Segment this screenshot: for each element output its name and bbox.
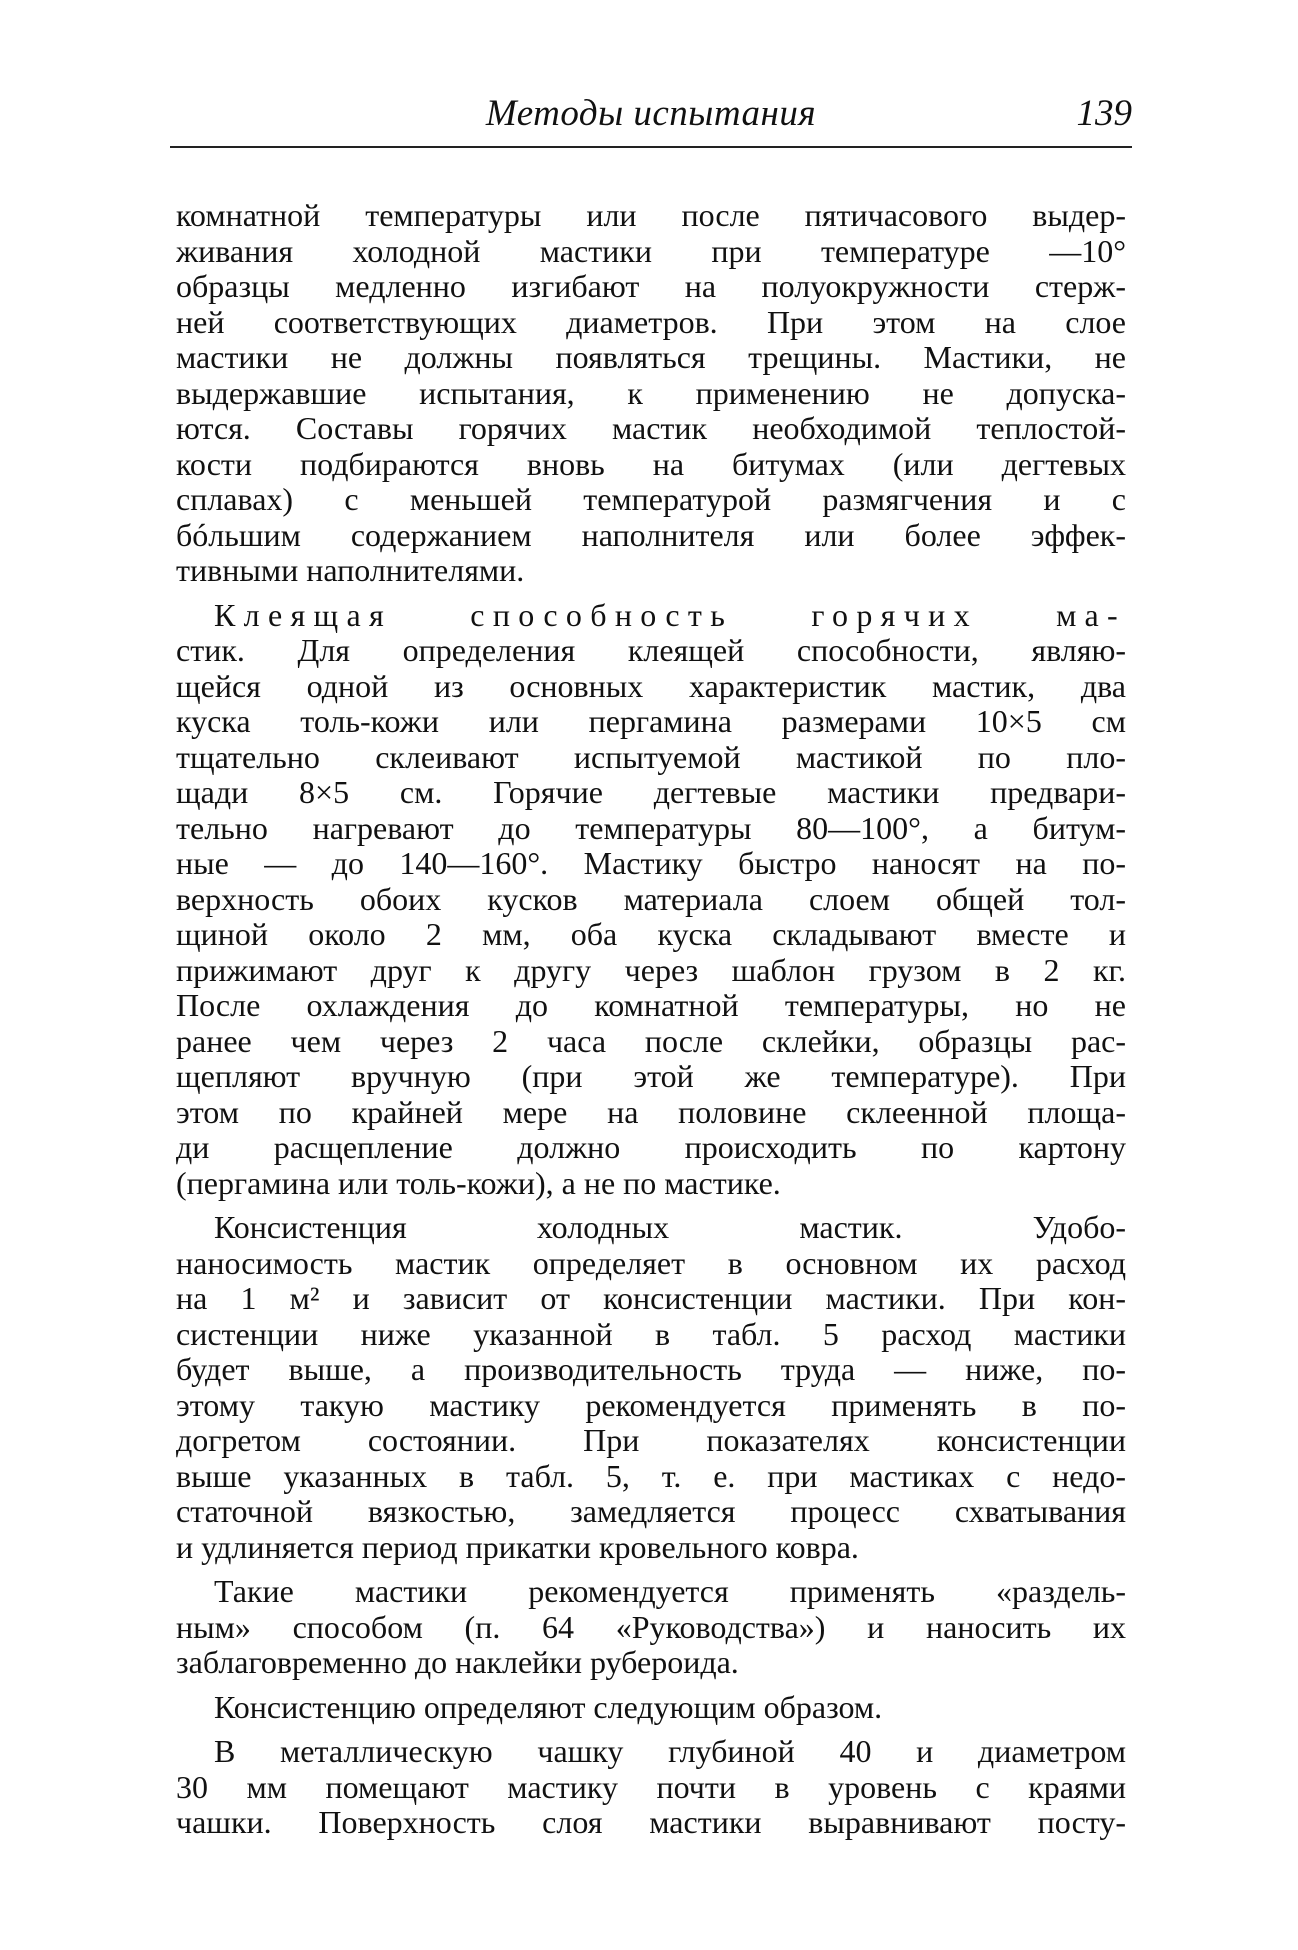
- text-line: на 1 м² и зависит от консистенции мастики. При кон-: [176, 1281, 1126, 1316]
- text-line: образцы медленно изгибают на полуокружности стерж-: [176, 269, 1126, 304]
- text-line: выдержавшие испытания, к применению не допуска-: [176, 375, 1126, 411]
- text-line: этому такую мастику рекомендуется применять в по-: [176, 1387, 1126, 1423]
- text-line: тельно нагревают до температуры 80—100°, а битум-: [176, 810, 1126, 846]
- text-line: 30 мм помещают мастику почти в уровень с краями: [176, 1769, 1126, 1805]
- text-line: кости подбираются вновь на битумах (или дегтевых: [176, 446, 1126, 482]
- paragraph-6: [176, 1734, 1126, 1841]
- paragraph-1: [176, 198, 1126, 589]
- text-line: стик. Для определения клеящей способности, являю-: [176, 633, 1126, 668]
- text-line: ным» способом (п. 64 «Руководства») и наносить их: [176, 1609, 1126, 1645]
- text-line: наносимость мастик определяет в основном их расход: [176, 1245, 1126, 1281]
- text-line: выше указанных в табл. 5, т. е. при мастиках с недо-: [176, 1458, 1126, 1494]
- text-line: ди расщепление должно происходить по картону: [176, 1130, 1126, 1165]
- text-line: После охлаждения до комнатной температуры, но не: [176, 988, 1126, 1023]
- text-line: щиной около 2 мм, оба куска складывают вместе и: [176, 917, 1126, 952]
- text-line: чашки. Поверхность слоя мастики выравнивают посту-: [176, 1805, 1126, 1840]
- paragraph-2: [176, 598, 1126, 1202]
- text-line: Консистенцию определяют следующим образом.: [214, 1689, 883, 1725]
- text-line: этом по крайней мере на половине склеенной площа-: [176, 1094, 1126, 1130]
- running-title: Методы испытания: [485, 93, 817, 134]
- paragraph-3: [176, 1210, 1126, 1565]
- header-rule: [170, 146, 1132, 148]
- text-line: систенции ниже указанной в табл. 5 расход мастики: [176, 1316, 1126, 1352]
- text-line: мастики не должны появляться трещины. Мастики, не: [176, 340, 1126, 375]
- text-line: живания холодной мастики при температуре —10°: [176, 233, 1126, 269]
- paragraph-5: [176, 1690, 1126, 1726]
- text-line: ранее чем через 2 часа после склейки, образцы рас-: [176, 1023, 1126, 1059]
- text-line: В металлическую чашку глубиной 40 и диаметром: [214, 1734, 1126, 1769]
- text-line: и удлиняется период прикатки кровельного ковра.: [176, 1529, 859, 1565]
- text-line: щади 8×5 см. Горячие дегтевые мастики предвари-: [176, 775, 1126, 810]
- text-line: (пергамина или толь-кожи), а не по мастике.: [176, 1165, 781, 1201]
- text-line: статочной вязкостью, замедляется процесс схватывания: [176, 1494, 1126, 1529]
- running-head: [170, 92, 1132, 142]
- text-line: ней соответствующих диаметров. При этом на слое: [176, 304, 1126, 340]
- text-line: ются. Составы горячих мастик необходимой теплостой-: [176, 411, 1126, 446]
- text-line: ные — до 140—160°. Мастику быстро наносят на по-: [176, 846, 1126, 881]
- text-line: щейся одной из основных характеристик мастик, два: [176, 668, 1126, 704]
- paragraph-4: [176, 1574, 1126, 1681]
- text-line: заблаговременно до наклейки рубероида.: [176, 1645, 739, 1680]
- section-heading-line: Консистенция холодных мастик. Удобо-: [214, 1210, 1126, 1245]
- text-line: бóльшим содержанием наполнителя или более эффек-: [176, 517, 1126, 553]
- text-line: будет выше, а производительность труда — ниже, по-: [176, 1352, 1126, 1387]
- section-heading-line: Клеящая способность горячих ма-: [214, 597, 1126, 633]
- text-line: комнатной температуры или после пятичасового выдер-: [176, 198, 1126, 233]
- text-line: сплавах) с меньшей температурой размягчения и с: [176, 482, 1126, 517]
- text-line: щепляют вручную (при этой же температуре). При: [176, 1059, 1126, 1094]
- text-line: догретом состоянии. При показателях консистенции: [176, 1423, 1126, 1458]
- text-line: прижимают друг к другу через шаблон грузом в 2 кг.: [176, 952, 1126, 988]
- page-number: 139: [1076, 93, 1132, 134]
- text-line: тщательно склеивают испытуемой мастикой по пло-: [176, 739, 1126, 775]
- text-line: куска толь-кожи или пергамина размерами 10×5 см: [176, 704, 1126, 739]
- text-line: тивными наполнителями.: [176, 553, 525, 588]
- text-line: Такие мастики рекомендуется применять «раздель-: [214, 1574, 1126, 1609]
- text-line: верхность обоих кусков материала слоем общей тол-: [176, 881, 1126, 917]
- body-text: [176, 198, 1126, 1841]
